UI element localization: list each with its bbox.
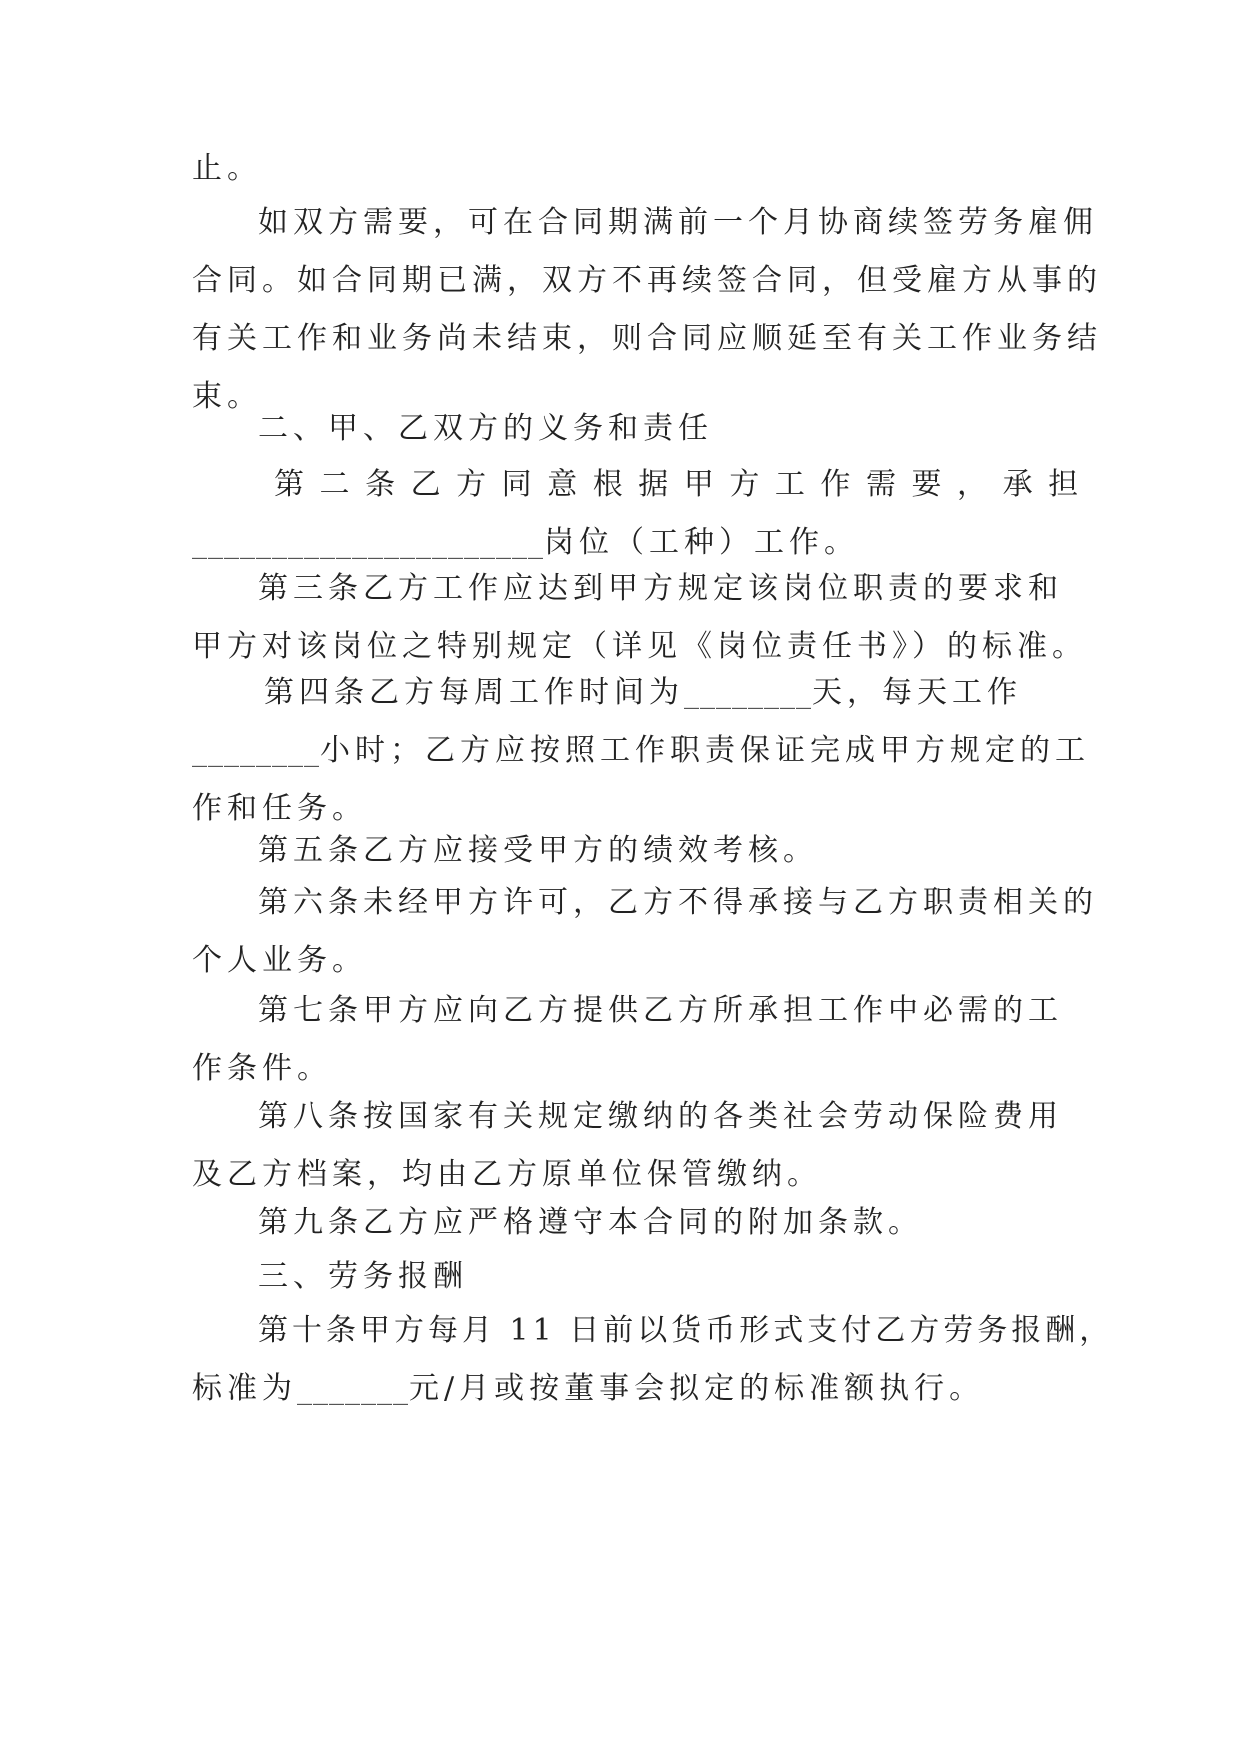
text-line: 作和任务。 (192, 791, 367, 826)
text-line: 第九条乙方应严格遵守本合同的附加条款。 (258, 1205, 923, 1240)
text-line: 有关工作和业务尚未结束，则合同应顺延至有关工作业务结 (192, 321, 1102, 356)
article-6 (192, 874, 1098, 990)
text-segment: 标准为 (192, 1371, 297, 1406)
text-line: 束。 (192, 379, 262, 414)
position-blank: ______________________ (192, 525, 544, 560)
text-line: 二、甲、乙双方的义务和责任 (258, 411, 713, 446)
text-segment: 第四条乙方每周工作时间为 (264, 675, 684, 710)
article-9 (192, 1194, 1050, 1252)
text-segment: 元/月或按董事会拟定的标准额执行。 (409, 1371, 985, 1406)
text-line: 甲方对该岗位之特别规定（详见《岗位责任书》）的标准。 (192, 629, 1087, 664)
text-line: 第五条乙方应接受甲方的绩效考核。 (258, 833, 818, 868)
paragraph-renewal (192, 194, 1102, 426)
article-7 (192, 982, 1063, 1098)
text-line: 三、劳务报酬 (258, 1259, 468, 1294)
article-8 (192, 1088, 1063, 1204)
text-line: 第七条甲方应向乙方提供乙方所承担工作中必需的工 (258, 993, 1063, 1028)
article-4 (192, 664, 1090, 838)
text-line: 及乙方档案，均由乙方原单位保管缴纳。 (192, 1157, 822, 1192)
section-heading-3 (192, 1248, 1050, 1306)
text-segment: 岗位（工种）工作。 (544, 525, 859, 560)
text-line (192, 1360, 1050, 1418)
section-heading-2 (192, 400, 1050, 458)
text-segment: 天，每天工作 (812, 675, 1022, 710)
text-line: 合同。如合同期已满，双方不再续签合同，但受雇方从事的 (192, 263, 1102, 298)
article-10 (192, 1302, 1114, 1418)
text-segment: 小时；乙方应按照工作职责保证完成甲方规定的工 (320, 733, 1090, 768)
article-5 (192, 822, 1050, 880)
text-line (192, 722, 1090, 780)
salary-blank: _______ (297, 1371, 409, 1406)
text-line (192, 664, 1050, 722)
text-line: 第 二 条 乙 方 同 意 根 据 甲 方 工 作 需 要 ， 承 担 (274, 467, 1082, 502)
text-line: 第十条甲方每月 11 日前以货币形式支付乙方劳务报酬， (258, 1313, 1114, 1348)
paragraph-continuation (192, 140, 1050, 198)
text-line: 个人业务。 (192, 943, 367, 978)
article-3 (192, 560, 1087, 676)
text-line: 第八条按国家有关规定缴纳的各类社会劳动保险费用 (258, 1099, 1063, 1134)
text-line: 第六条未经甲方许可，乙方不得承接与乙方职责相关的 (258, 885, 1098, 920)
text-line: 作条件。 (192, 1051, 332, 1086)
hours-blank: ________ (192, 733, 320, 768)
text-line: 止。 (192, 151, 262, 186)
article-2 (192, 456, 1082, 572)
text-line: 如双方需要，可在合同期满前一个月协商续签劳务雇佣 (258, 205, 1098, 240)
text-line: 第三条乙方工作应达到甲方规定该岗位职责的要求和 (258, 571, 1063, 606)
days-blank: ________ (684, 675, 812, 710)
